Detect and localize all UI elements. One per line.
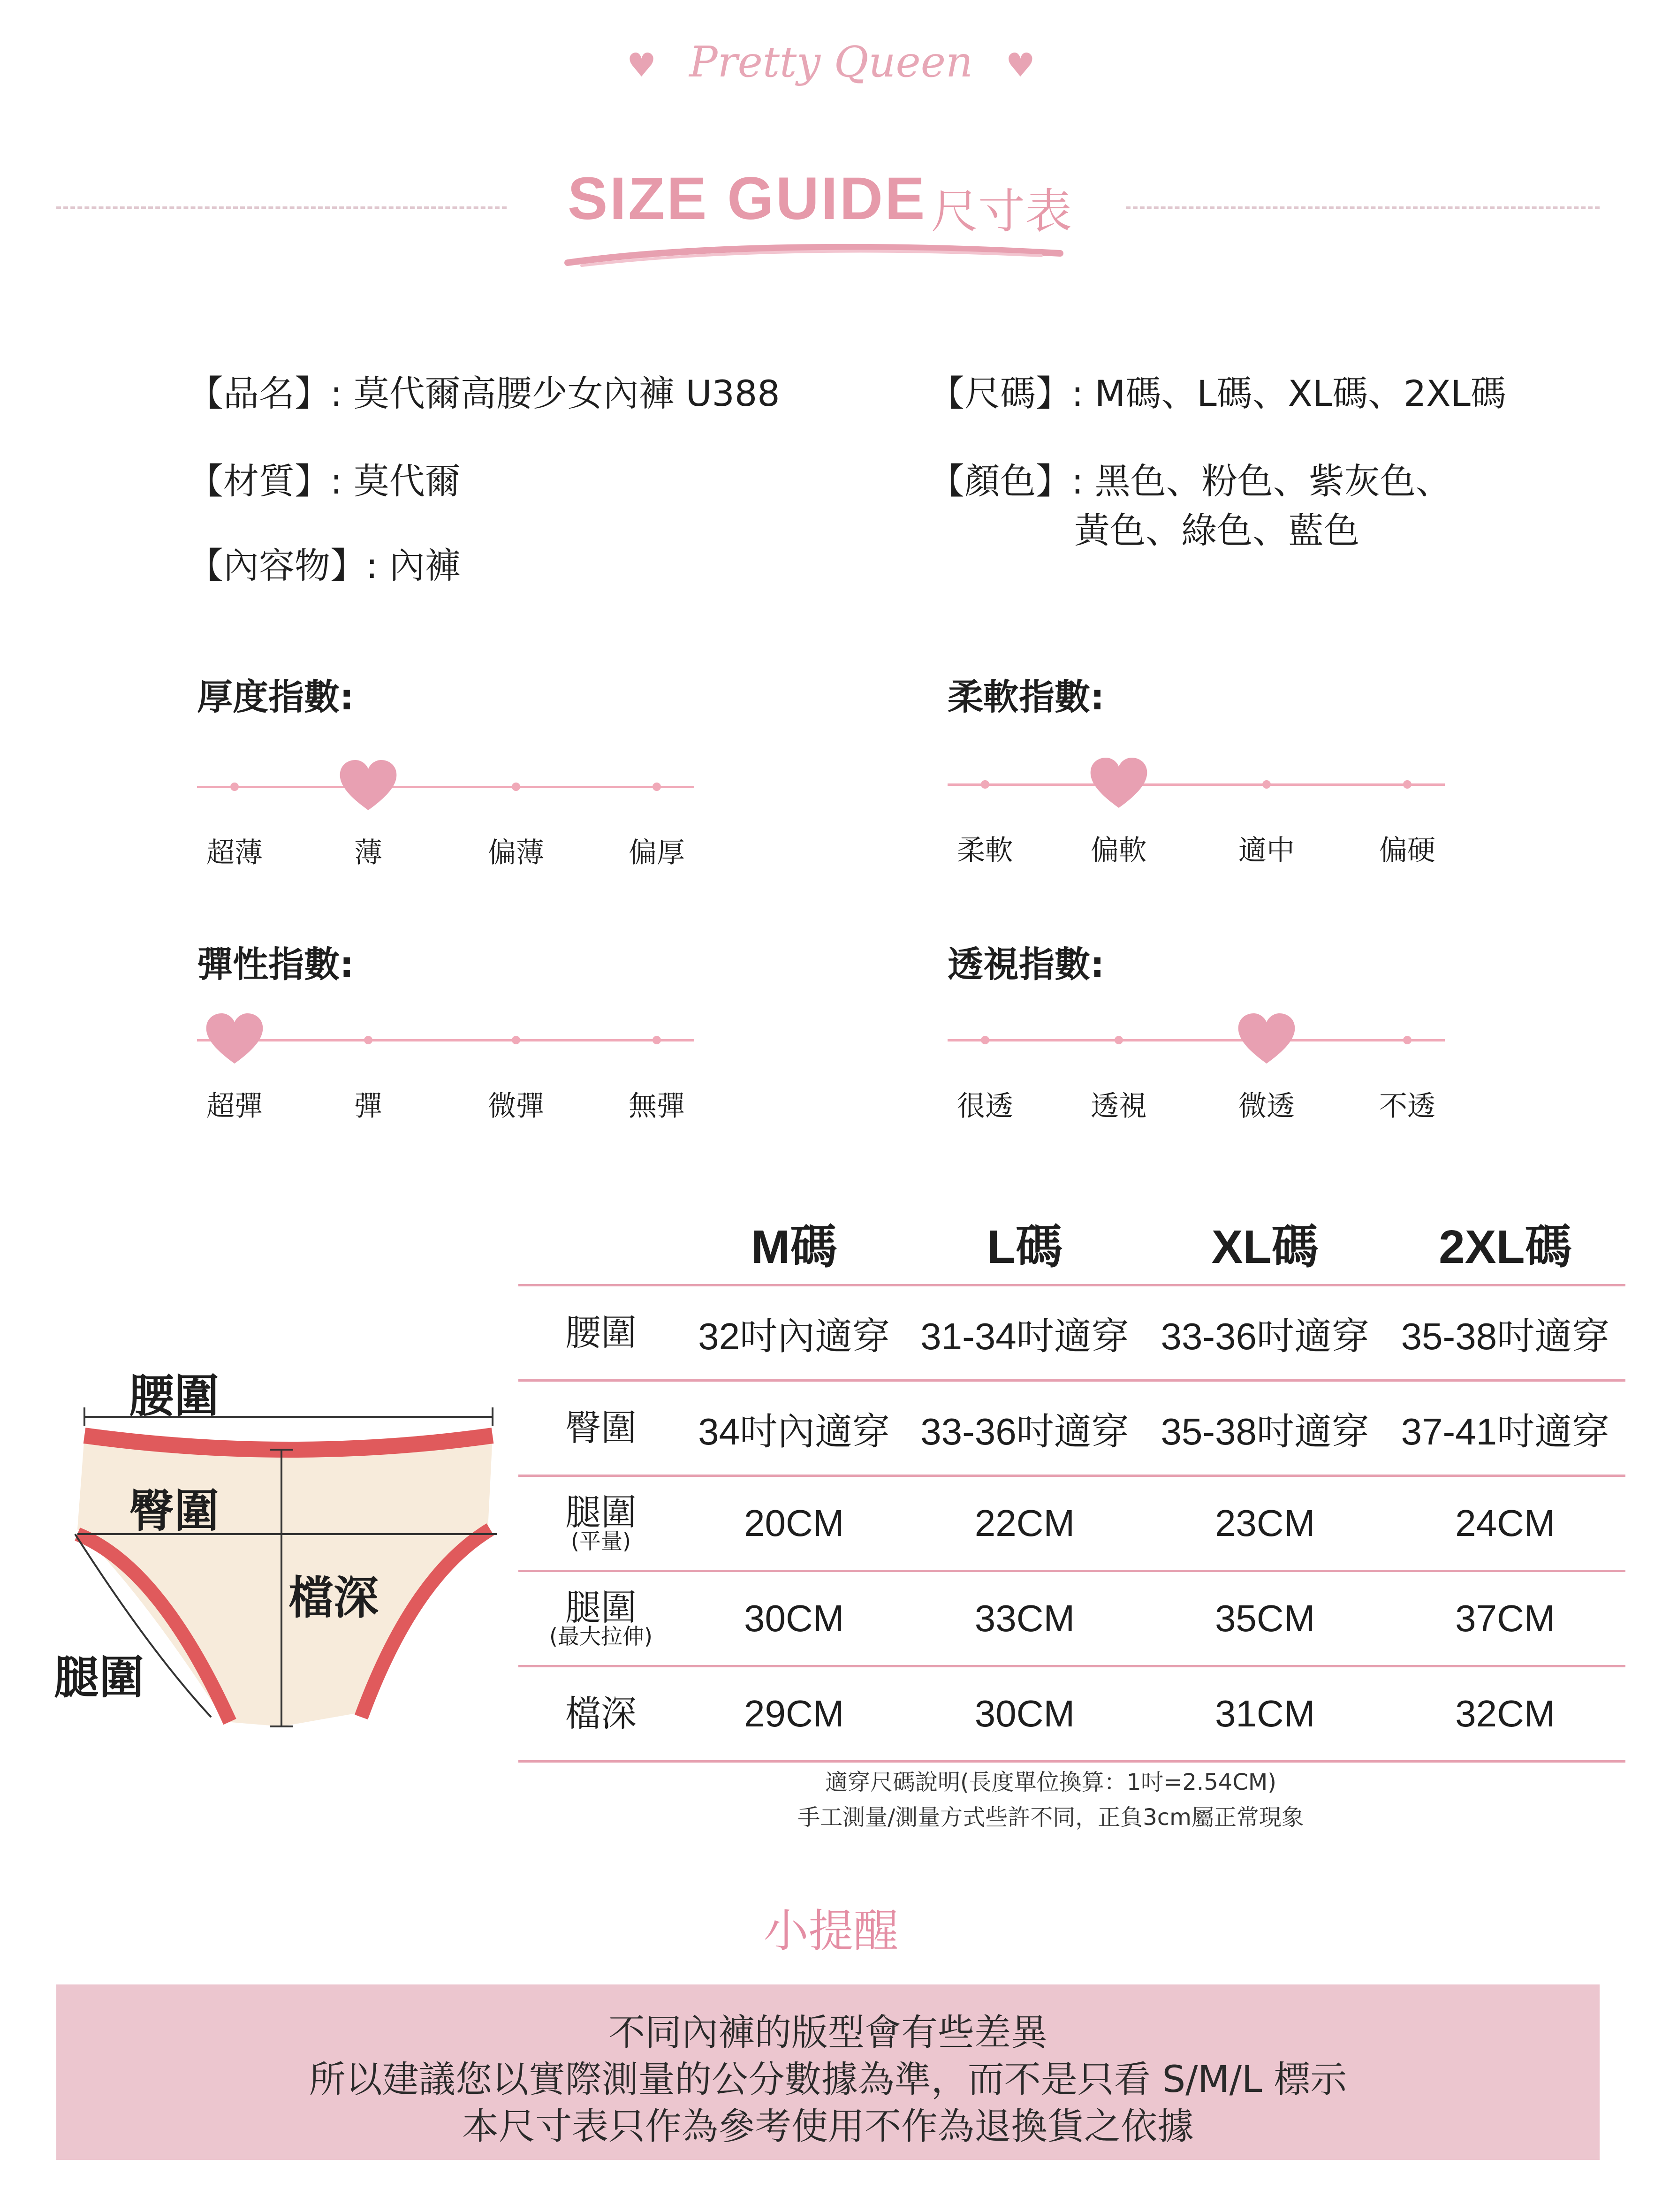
column-header: L碼 — [987, 1220, 1062, 1273]
diagram-label-hip: 臀圍 — [129, 1485, 219, 1537]
title-underline-swoosh — [563, 235, 1079, 272]
table-cell: 23CM — [1145, 1476, 1385, 1571]
heart-indicator-icon — [204, 1011, 265, 1067]
table-cell: 37-41吋適穿 — [1385, 1381, 1625, 1476]
brand-name: Pretty Queen — [689, 38, 973, 87]
index-scale-label: 偏厚 — [629, 836, 685, 869]
table-row — [518, 1666, 1625, 1762]
reminder-line: 本尺寸表只作為參考使用不作為退換貨之依據 — [462, 2106, 1194, 2148]
table-cell: 33-36吋適穿 — [1145, 1285, 1385, 1381]
index-scale-label: 微透 — [1238, 1090, 1295, 1123]
table-cell: 22CM — [904, 1476, 1145, 1571]
heart-icon: ♥ — [1005, 46, 1035, 84]
table-row — [518, 1285, 1625, 1381]
index-scale-dot — [981, 1036, 989, 1044]
reminder-title: 小提醒 — [763, 1905, 899, 1957]
size-note-2: 手工測量/測量方式些許不同，正負3cm屬正常現象 — [797, 1804, 1304, 1831]
index-scale-label: 微彈 — [488, 1090, 544, 1123]
row-label: 檔深 — [565, 1693, 637, 1734]
table-cell: 35-38吋適穿 — [1145, 1381, 1385, 1476]
heart-indicator-icon — [1236, 1011, 1297, 1067]
diagram-label-waist: 腰圍 — [129, 1370, 219, 1422]
index-scale-dot — [364, 1036, 372, 1044]
index-scale-label: 無彈 — [629, 1090, 685, 1123]
product-contents: 【內容物】: 內褲 — [188, 545, 461, 586]
index-title: 厚度指數: — [197, 676, 354, 718]
index-scale-dot — [1115, 1036, 1123, 1044]
table-cell: 24CM — [1385, 1476, 1625, 1571]
index-scale-label: 不透 — [1379, 1090, 1435, 1123]
index-title: 柔軟指數: — [948, 676, 1105, 718]
index-scale-label: 偏薄 — [488, 836, 544, 869]
size-note-1: 適穿尺碼說明(長度單位換算：1吋=2.54CM) — [825, 1769, 1277, 1795]
diagram-label-leg: 腿圍 — [54, 1651, 144, 1704]
table-row — [518, 1381, 1625, 1476]
index-scale-label: 柔軟 — [957, 834, 1013, 867]
dashed-divider-left — [56, 206, 507, 209]
heart-icon: ♥ — [627, 46, 657, 84]
diagram-label-rise: 檔深 — [288, 1572, 379, 1624]
table-cell: 31CM — [1145, 1666, 1385, 1762]
dashed-divider-right — [1126, 206, 1600, 209]
table-cell: 35CM — [1145, 1571, 1385, 1666]
heart-indicator-icon — [338, 758, 399, 814]
reminder-line: 不同內褲的版型會有些差異 — [608, 2012, 1047, 2054]
table-cell: 30CM — [683, 1571, 904, 1666]
row-label: 腿圍 — [565, 1587, 637, 1628]
row-label: 腰圍 — [565, 1312, 637, 1353]
index-scale-label: 偏硬 — [1379, 834, 1435, 867]
index-scale-label: 薄 — [354, 836, 382, 869]
product-name: 【品名】: 莫代爾高腰少女內褲 U388 — [188, 372, 780, 414]
index-scale-label: 超薄 — [206, 836, 263, 869]
brand-logo — [0, 38, 1662, 87]
column-header: XL碼 — [1211, 1220, 1319, 1273]
product-material: 【材質】: 莫代爾 — [188, 460, 461, 502]
index-scale-dot — [1403, 1036, 1412, 1044]
index-scale-dot — [653, 783, 661, 791]
index-scale-label: 適中 — [1238, 834, 1295, 867]
index-scale-dot — [653, 1036, 661, 1044]
index-scale-line — [948, 783, 1445, 786]
product-sizes: 【尺碼】: M碼、L碼、XL碼、2XL碼 — [929, 372, 1506, 414]
table-cell: 33CM — [904, 1571, 1145, 1666]
index-scale-label: 超彈 — [206, 1090, 263, 1123]
table-cell: 37CM — [1385, 1571, 1625, 1666]
table-cell: 34吋內適穿 — [683, 1381, 904, 1476]
index-scale-label: 很透 — [957, 1090, 1013, 1123]
product-colors: 【顏色】: 黑色、粉色、紫灰色、 — [929, 460, 1451, 502]
table-row — [518, 1571, 1625, 1666]
index-scale-dot — [230, 783, 239, 791]
table-cell: 32CM — [1385, 1666, 1625, 1762]
row-label: 臀圍 — [565, 1407, 637, 1449]
index-title: 彈性指數: — [197, 943, 354, 985]
index-scale-dot — [1403, 780, 1412, 789]
table-corner — [518, 1201, 683, 1285]
size-table — [518, 1201, 1625, 1763]
row-header — [518, 1476, 683, 1571]
page-title-cn: 尺寸表 — [931, 184, 1072, 239]
table-cell: 20CM — [683, 1476, 904, 1571]
index-title: 透視指數: — [948, 943, 1105, 985]
index-scale-label: 彈 — [354, 1090, 382, 1123]
row-sublabel: (平量) — [571, 1528, 631, 1554]
index-scale-label: 透視 — [1091, 1090, 1147, 1123]
reminder-line: 所以建議您以實際測量的公分數據為準，而不是只看 S/M/L 標示 — [309, 2059, 1347, 2101]
row-header — [518, 1381, 683, 1476]
row-header — [518, 1571, 683, 1666]
table-cell: 30CM — [904, 1666, 1145, 1762]
table-cell: 31-34吋適穿 — [904, 1285, 1145, 1381]
size-table-header — [518, 1201, 1625, 1285]
product-colors-cont: 黃色、綠色、藍色 — [1074, 509, 1359, 551]
table-cell: 29CM — [683, 1666, 904, 1762]
column-header: M碼 — [751, 1220, 837, 1273]
heart-indicator-icon — [1088, 755, 1149, 812]
table-cell: 35-38吋適穿 — [1385, 1285, 1625, 1381]
index-scale-line — [948, 1039, 1445, 1041]
table-row — [518, 1476, 1625, 1571]
index-scale-dot — [512, 1036, 520, 1044]
index-scale-dot — [1262, 780, 1271, 789]
index-scale-line — [197, 1039, 694, 1041]
index-scale-line — [197, 786, 694, 788]
row-header — [518, 1666, 683, 1762]
row-sublabel: (最大拉伸) — [549, 1624, 653, 1649]
index-scale-dot — [981, 780, 989, 789]
index-scale-dot — [512, 783, 520, 791]
page-title: SIZE GUIDE — [568, 165, 927, 232]
table-cell: 32吋內適穿 — [683, 1285, 904, 1381]
row-label: 腿圍 — [565, 1491, 637, 1533]
column-header: 2XL碼 — [1439, 1220, 1572, 1273]
index-scale-label: 偏軟 — [1091, 834, 1147, 867]
row-header — [518, 1285, 683, 1381]
table-cell: 33-36吋適穿 — [904, 1381, 1145, 1476]
